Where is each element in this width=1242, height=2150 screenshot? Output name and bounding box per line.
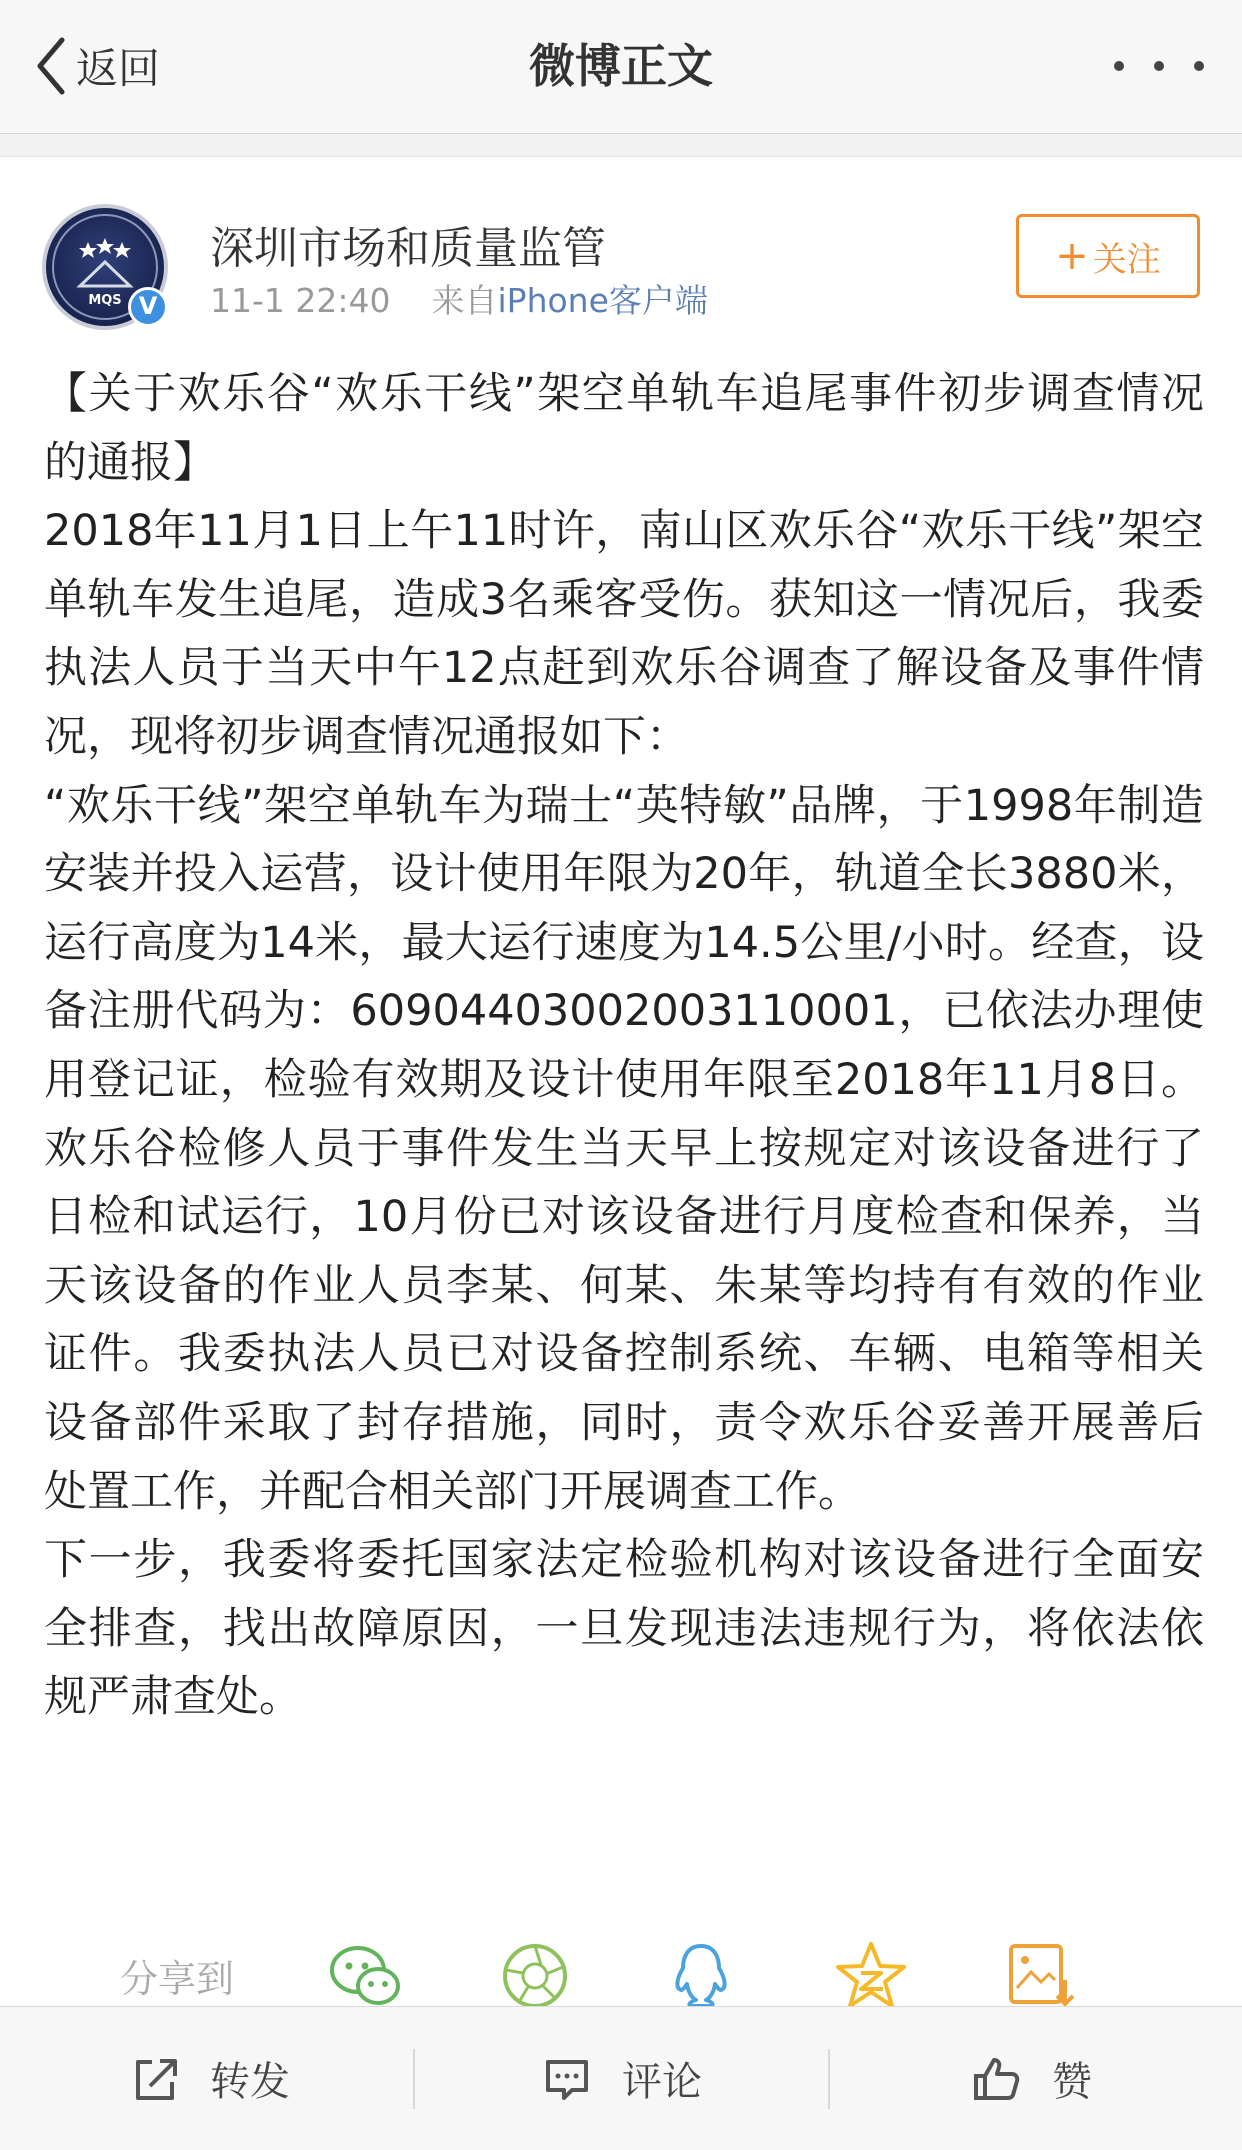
action-bar (0, 2006, 1242, 2150)
follow-button[interactable] (1016, 214, 1200, 298)
navigation-bar (0, 0, 1242, 134)
comment-button[interactable] (542, 2007, 702, 2150)
page-title: 微博正文 (529, 39, 713, 93)
follow-label: 关注 (1092, 239, 1161, 280)
more-options-button[interactable] (1114, 48, 1204, 84)
post-source-prefix: 来自 (431, 281, 498, 320)
action-divider (413, 2049, 415, 2109)
wechat-icon (328, 1940, 404, 2010)
back-label: 返回 (76, 44, 161, 93)
section-separator (0, 134, 1242, 157)
save-image-icon (1003, 1940, 1079, 2010)
moments-icon (497, 1940, 573, 2010)
post-paragraph-next-steps: 下一步，我委将委托国家法定检验机构对该设备进行全面安全排查，找出故障原因，一旦发现违法违规行为，将依法依规严肃查处。 (44, 1535, 1204, 1723)
share-wechat-button[interactable] (328, 1940, 404, 2010)
more-dot-icon (1114, 61, 1124, 71)
post-paragraph-details: “欢乐干线”架空单轨车为瑞士“英特敏”品牌，于1998年制造安装并投入运营，设计使用年限为20年，轨道全长3880米，运行高度为14米，最大运行速度为14.5公里/小时。经查，设备注册代码为：60904403002003110001，已依法办理使用登记证，检验有效期及设计使用年限至2018年11月8日。欢乐谷检修人员于事件发生当天早上按规定对该设备进行了日检和试运行，10月份已对该设备进行月度检查和保养，当天该设备的作业人员李某、何某、朱某等均持有有效的作业证件。我委执法人员已对设备控制系统、车辆、电箱等相关设备部件采取了封存措施，同时，责令欢乐谷妥善开展善后处置工作，并配合相关部门开展调查工作。 (44, 780, 1204, 1517)
like-button[interactable] (972, 2007, 1092, 2150)
comment-icon (542, 2054, 592, 2104)
action-divider (828, 2049, 830, 2109)
repost-icon (130, 2054, 180, 2104)
more-dot-icon (1154, 61, 1164, 71)
share-row (0, 1940, 1242, 2010)
thumbs-up-icon (972, 2054, 1022, 2104)
post-paragraph-intro: 2018年11月1日上午11时许，南山区欢乐谷“欢乐干线”架空单轨车发生追尾，造成3名乘客受伤。获知这一情况后，我委执法人员于当天中午12点赶到欢乐谷调查了解设备及事件情况，现将初步调查情况通报如下： (44, 506, 1204, 762)
post-meta (210, 275, 708, 322)
comment-label: 评论 (622, 2059, 702, 2105)
share-qq-button[interactable] (663, 1940, 739, 2010)
post-paragraph-title: 【关于欢乐谷“欢乐干线”架空单轨车追尾事件初步调查情况的通报】 (44, 369, 1204, 488)
more-dot-icon (1194, 61, 1204, 71)
post-time: 11-1 22:40 (210, 281, 391, 320)
qq-icon (663, 1940, 739, 2010)
repost-label: 转发 (210, 2059, 290, 2105)
share-qzone-button[interactable] (833, 1940, 909, 2010)
like-label: 赞 (1052, 2059, 1092, 2105)
verified-badge-icon: V (128, 287, 168, 327)
share-save-image-button[interactable] (1003, 1940, 1079, 2010)
share-moments-button[interactable] (497, 1940, 573, 2010)
plus-icon: + (1055, 233, 1089, 279)
avatar-logo-text: MQS (88, 293, 122, 308)
author-name[interactable]: 深圳市场和质量监管 (210, 223, 606, 274)
qzone-icon (833, 1940, 909, 2010)
post-source-link[interactable]: iPhone客户端 (497, 281, 708, 320)
share-label: 分享到 (120, 1957, 235, 2001)
repost-button[interactable] (130, 2007, 290, 2150)
post-content (44, 360, 1204, 1732)
